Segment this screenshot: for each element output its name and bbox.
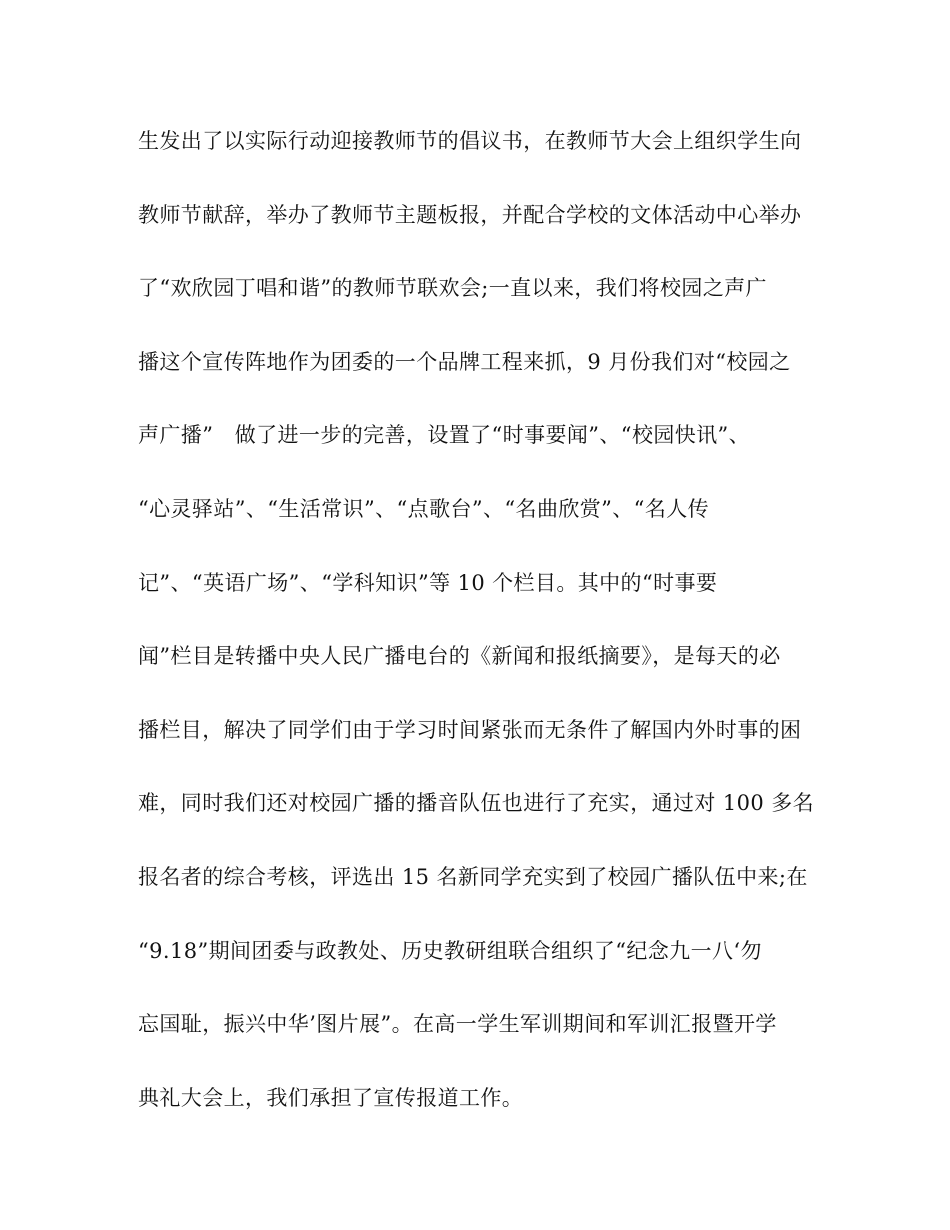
text-line: 难，同时我们还对校园广播的播音队伍也进行了充实，通过对 100 多名 (138, 791, 815, 816)
text-line: “9.18”期间团委与政教处、历史教研组联合组织了“纪念九一八‘勿 (138, 938, 762, 963)
text-line: 教师节献辞，举办了教师节主题板报，并配合学校的文体活动中心举办 (138, 202, 802, 227)
text-line: 播栏目，解决了同学们由于学习时间紧张而无条件了解国内外时事的困 (138, 717, 802, 742)
text-line: 闻”栏目是转播中央人民广播电台的《新闻和报纸摘要》，是每天的必 (138, 644, 781, 669)
text-line: 典礼大会上，我们承担了宣传报道工作。 (138, 1085, 524, 1110)
text-line: 报名者的综合考核，评选出 15 名新同学充实到了校园广播队伍中来;在 (138, 864, 808, 889)
text-line: 播这个宣传阵地作为团委的一个品牌工程来抓，9 月份我们对“校园之 (138, 349, 791, 374)
text-line: 了“欢欣园丁唱和谐”的教师节联欢会;一直以来，我们将校园之声广 (138, 276, 767, 301)
text-line: 忘国耻，振兴中华’图片展”。在高一学生军训期间和军训汇报暨开学 (138, 1012, 777, 1037)
body-paragraph (138, 123, 818, 1153)
text-line: “心灵驿站”、“生活常识”、“点歌台”、“名曲欣赏”、“名人传 (138, 496, 710, 521)
text-line: 声广播” 做了进一步的完善，设置了“时事要闻”、“校园快讯”、 (138, 423, 751, 448)
text-line: 生发出了以实际行动迎接教师节的倡议书，在教师节大会上组织学生向 (138, 129, 802, 153)
text-line: 记”、“英语广场”、“学科知识”等 10 个栏目。其中的“时事要 (138, 570, 718, 595)
